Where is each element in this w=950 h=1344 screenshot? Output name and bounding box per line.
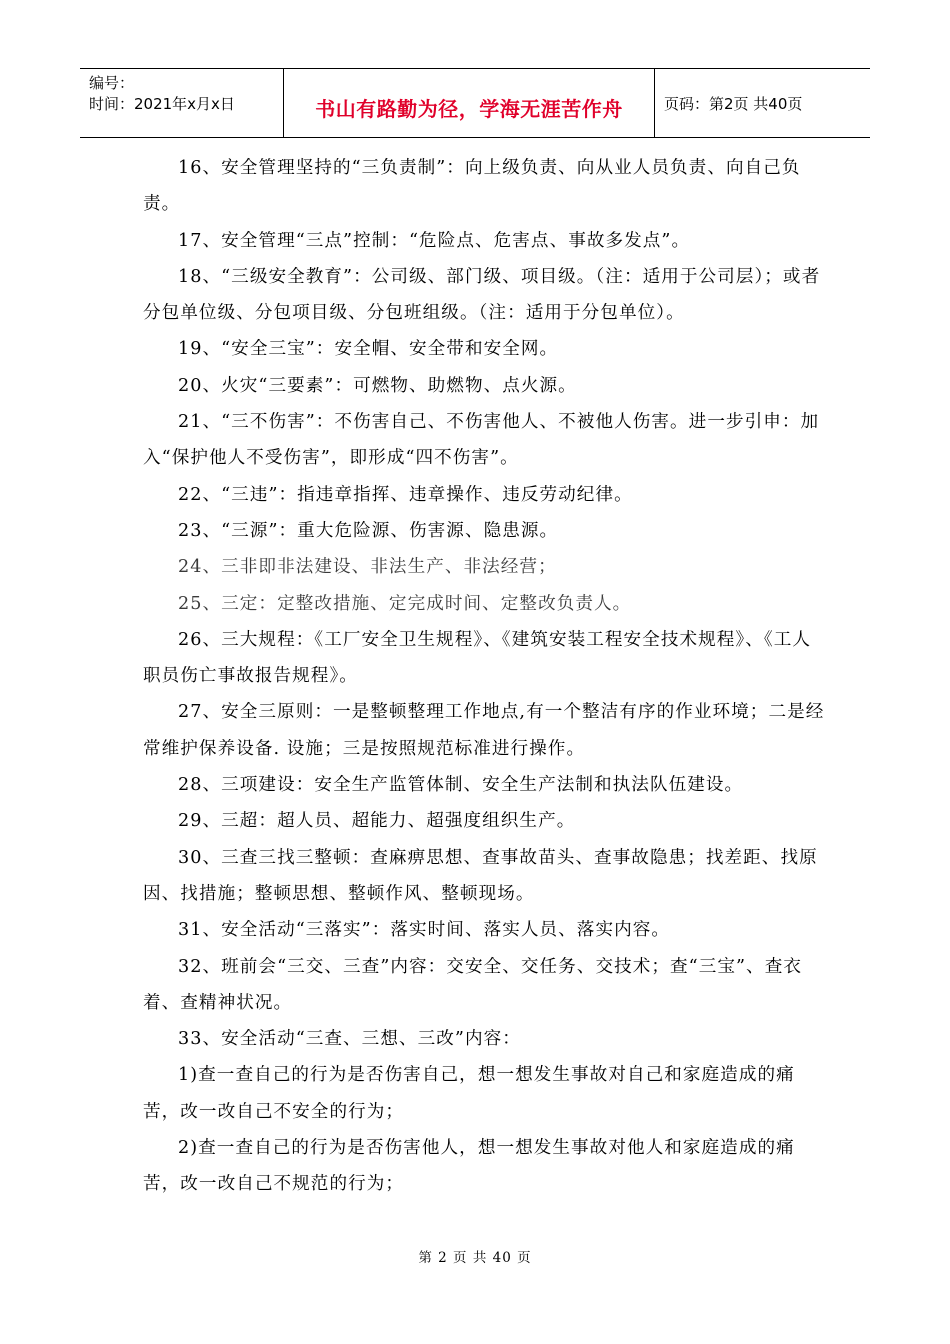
paragraph-31: 31、安全活动“三落实”：落实时间、落实人员、落实内容。: [178, 920, 671, 941]
paragraph-25: 25、三定：定整改措施、定完成时间、定整改负责人。: [178, 593, 632, 614]
paragraph-29: 29、三超：超人员、超能力、超强度组织生产。: [178, 811, 576, 832]
paragraph-28: 28、三项建设：安全生产监管体制、安全生产法制和执法队伍建设。: [178, 775, 744, 796]
header-page-cell: [655, 69, 870, 137]
paragraph-30: 30、三查三找三整顿：查麻痹思想、查事故苗头、查事故隐患；找差距、找原因、找措施；整顿思想、整顿作风、整顿现场。: [143, 847, 818, 904]
paragraph-33: 33、安全活动“三查、三想、三改”内容：: [178, 1029, 521, 1050]
paragraph-33-item-2: 2)查一查自己的行为是否伤害他人，想一想发生事故对他人和家庭造成的痛苦，改一改自己不规范的行为；: [143, 1138, 795, 1195]
paragraph-20: 20、火灾“三要素”：可燃物、助燃物、点火源。: [178, 375, 577, 396]
paragraph-22: 22、“三违”：指违章指挥、违章操作、违反劳动纪律。: [178, 484, 633, 505]
header-motto-cell: [283, 69, 655, 137]
paragraph-27: 27、安全三原则：一是整顿整理工作地点,有一个整洁有序的作业环境；二是经常维护保养设备. 设施；三是按照规范标准进行操作。: [143, 702, 825, 759]
paragraph-24: 24、三非即非法建设、非法生产、非法经营；: [178, 557, 557, 578]
paragraph-18: 18、“三级安全教育”：公司级、部门级、项目级。（注：适用于公司层）；或者分包单位级、分包项目级、分包班组级。（注：适用于分包单位）。: [143, 266, 821, 324]
paragraph-16: 16、安全管理坚持的“三负责制”：向上级负责、向从业人员负责、向自己负责。: [143, 158, 801, 215]
page-footer: 第 2 页 共 40 页: [418, 1250, 532, 1266]
date-label: 时间：2021年x月x日: [89, 95, 235, 113]
paragraph-19: 19、“安全三宝”：安全帽、安全带和安全网。: [178, 339, 559, 360]
paragraph-32: 32、班前会“三交、三查”内容：交安全、交任务、交技术；查“三宝”、查衣着、查精神状况。: [143, 956, 802, 1013]
paragraph-23: 23、“三源”：重大危险源、伤害源、隐患源。: [178, 520, 559, 541]
motto-text: 书山有路勤为径，学海无涯苦作舟: [315, 97, 623, 121]
paragraph-33-item-1: 1)查一查自己的行为是否伤害自己，想一想发生事故对自己和家庭造成的痛苦，改一改自己不安全的行为；: [143, 1065, 795, 1122]
serial-number-label: 编号：: [89, 74, 135, 92]
header-info-cell: [80, 69, 283, 137]
page-number-label: 页码：第2页 共40页: [664, 95, 803, 113]
paragraph-21: 21、“三不伤害”：不伤害自己、不伤害他人、不被他人伤害。进一步引申：加入“保护他人不受伤害”，即形成“四不伤害”。: [143, 412, 820, 469]
paragraph-17: 17、安全管理“三点”控制：“危险点、危害点、事故多发点”。: [178, 230, 691, 251]
page-header: [80, 68, 870, 138]
paragraph-26: 26、三大规程：《工厂安全卫生规程》、《建筑安装工程安全技术规程》、《工人职员伤亡事故报告规程》。: [143, 629, 812, 687]
document-body: [143, 150, 828, 1203]
